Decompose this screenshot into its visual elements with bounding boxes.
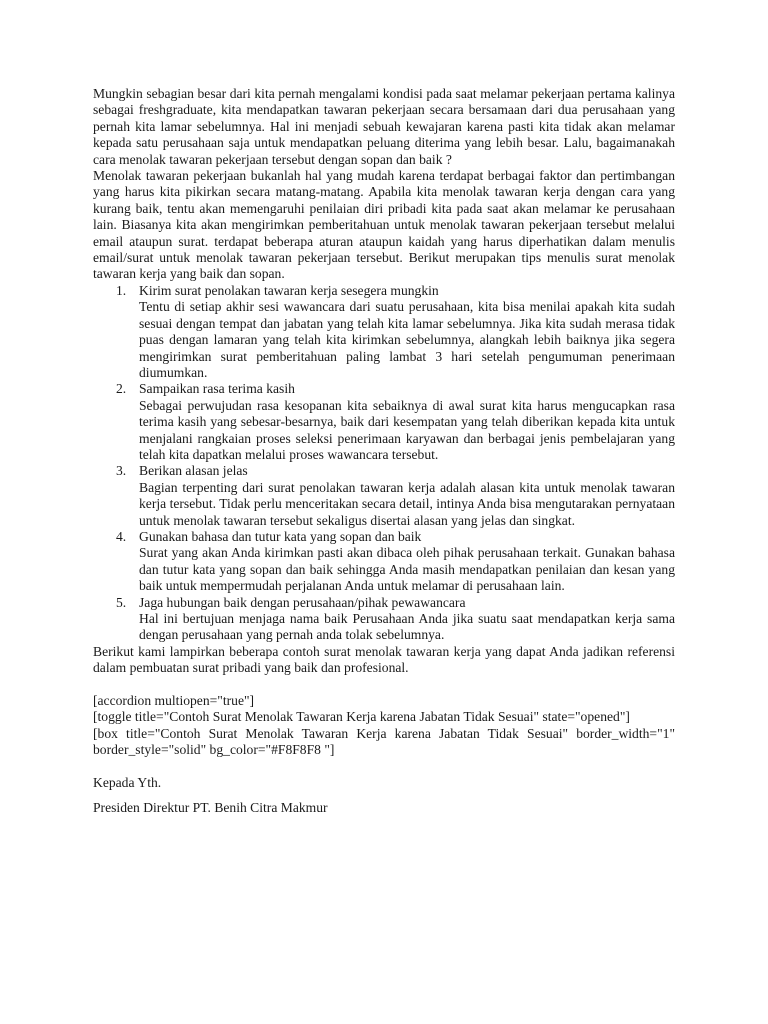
list-number: 3. bbox=[116, 463, 127, 479]
shortcode-box: [box title="Contoh Surat Menolak Tawaran Kerja karena Jabatan Tidak Sesuai" border_width="1" border_style="solid" bg_color="#F8F8F8 "] bbox=[93, 725, 675, 758]
list-number: 1. bbox=[116, 282, 127, 298]
intro-paragraph-1: Mungkin sebagian besar dari kita pernah mengalami kondisi pada saat melamar pekerjaan pertama kalinya sebagai freshgraduate, kita mendapatkan tawaran pekerjaan secara bersamaan dari dua perusahaan yang pernah kita lamar sebelumnya. Hal ini menjadi sebuah kewajaran karena pasti kita tidak akan melamar kepada satu perusahaan saja untuk mendapatkan peluang diterima yang lebih besar. Lalu, bagaimanakah cara menolak tawaran pekerjaan tersebut dengan sopan dan baik ? bbox=[93, 86, 675, 167]
tip-title: Gunakan bahasa dan tutur kata yang sopan dan baik bbox=[139, 528, 422, 544]
list-item bbox=[93, 381, 675, 463]
tip-body: Tentu di setiap akhir sesi wawancara dari suatu perusahaan, kita bisa menilai apakah kita sudah sesuai dengan tempat dan jabatan yang telah kita lamar sebelumnya. Jika kita sudah merasa tidak puas dengan lamaran yang telah kita kirimkan sebelumnya, alangkah lebih baiknya jika segera mengirimkan surat pemberitahuan paling lambat 3 hari setelah pengumuman penerimaan diumumkan. bbox=[139, 299, 675, 380]
list-item bbox=[93, 595, 675, 644]
letter-salutation: Kepada Yth. bbox=[93, 775, 162, 791]
list-number: 2. bbox=[116, 381, 127, 397]
tip-body: Sebagai perwujudan rasa kesopanan kita sebaiknya di awal surat kita harus mengucapkan rasa terima kasih yang sebesar-besarnya, baik dari kesempatan yang telah diberikan kepada kita untuk menjalani rangkaian proses seleksi penerimaan karyawan dan berbagai jenis pembelajaran yang telah kita dapatkan melalui proses wawancara tersebut. bbox=[139, 397, 675, 462]
tip-title: Kirim surat penolakan tawaran kerja sesegera mungkin bbox=[139, 282, 439, 298]
letter-recipient: Presiden Direktur PT. Benih Citra Makmur bbox=[93, 800, 328, 816]
tip-title: Sampaikan rasa terima kasih bbox=[139, 381, 295, 397]
tip-title: Berikan alasan jelas bbox=[139, 463, 248, 479]
shortcode-toggle: [toggle title="Contoh Surat Menolak Tawaran Kerja karena Jabatan Tidak Sesuai" state="opened"] bbox=[93, 709, 630, 725]
document-body bbox=[93, 86, 675, 817]
shortcode-accordion: [accordion multiopen="true"] bbox=[93, 693, 255, 709]
spacer bbox=[93, 791, 675, 800]
tip-body: Bagian terpenting dari surat penolakan tawaran kerja adalah alasan kita untuk menolak tawaran kerja tersebut. Tidak perlu menceritakan secara detail, intinya Anda bisa mengutarakan pernyataan untuk menolak tawaran tersebut sekaligus disertai alasan yang jelas dan singkat. bbox=[139, 479, 675, 528]
list-number: 5. bbox=[116, 594, 127, 610]
tip-body: Surat yang akan Anda kirimkan pasti akan dibaca oleh pihak perusahaan terkait. Gunakan bahasa dan tutur kata yang sopan dan baik sehingga Anda masih mendapatkan penilaian dan kesan yang baik untuk mempermudah perjalanan Anda untuk melamar di perusahaan lain. bbox=[139, 545, 675, 594]
tip-body: Hal ini bertujuan menjaga nama baik Perusahaan Anda jika suatu saat mendapatkan kerja sama dengan perusahaan yang pernah anda tolak sebelumnya. bbox=[139, 611, 675, 643]
tip-title: Jaga hubungan baik dengan perusahaan/pihak pewawancara bbox=[139, 594, 466, 610]
list-item bbox=[93, 529, 675, 595]
closing-paragraph: Berikut kami lampirkan beberapa contoh surat menolak tawaran kerja yang dapat Anda jadikan referensi dalam pembuatan surat pribadi yang baik dan profesional. bbox=[93, 643, 675, 676]
intro-paragraph-2: Menolak tawaran pekerjaan bukanlah hal yang mudah karena terdapat berbagai faktor dan pertimbangan yang harus kita pikirkan secara matang-matang. Apabila kita menolak tawaran kerja dengan cara yang kurang baik, tentu akan memengaruhi penilaian diri pribadi kita pada saat akan melamar ke perusahaan lain. Biasanya kita akan mengirimkan pemberitahuan untuk menolak tawaran pekerjaan tersebut melalui email ataupun surat. terdapat beberapa aturan ataupun kaidah yang harus diperhatikan dalam menulis email/surat untuk menolak tawaran pekerjaan tersebut. Berikut merupakan tips menulis surat menolak tawaran kerja yang baik dan sopan. bbox=[93, 168, 675, 282]
spacer bbox=[93, 677, 675, 693]
tips-list bbox=[93, 283, 675, 644]
list-item bbox=[93, 283, 675, 381]
list-number: 4. bbox=[116, 528, 127, 544]
spacer bbox=[93, 759, 675, 775]
list-item bbox=[93, 463, 675, 529]
